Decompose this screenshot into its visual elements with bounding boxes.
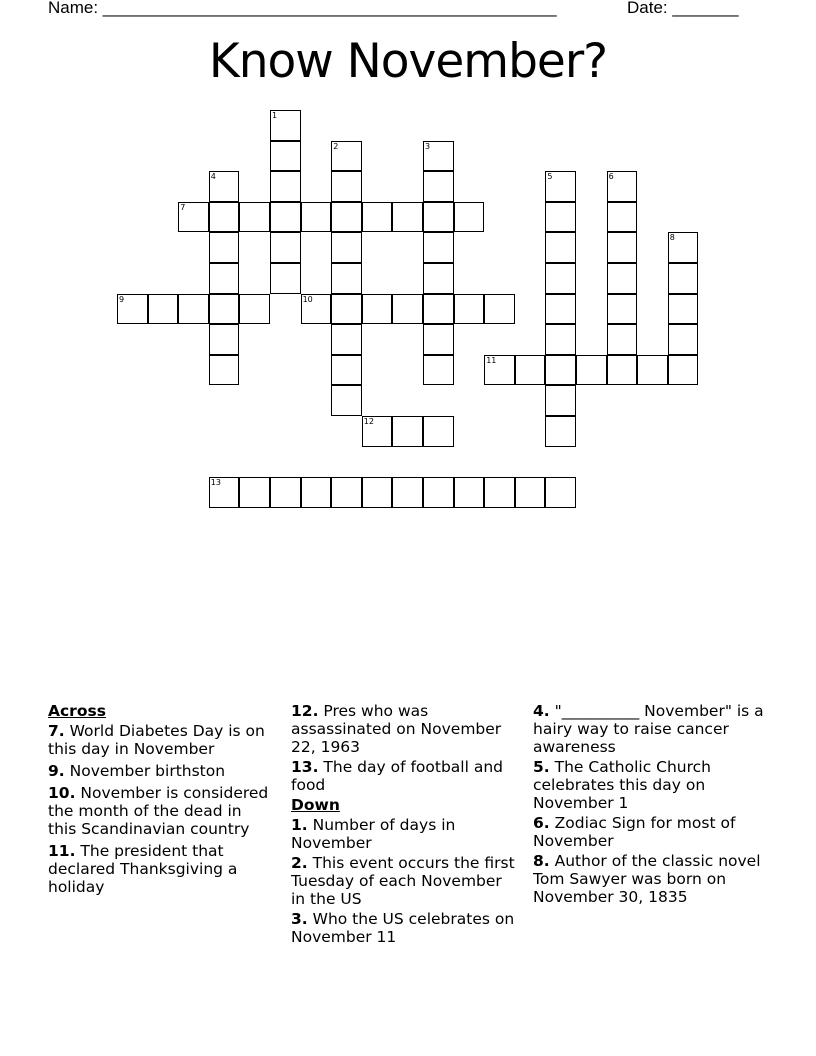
crossword-cell[interactable] — [270, 171, 301, 202]
clue-text: Who the US celebrates on November 11 — [291, 910, 515, 946]
clues-column-1 — [48, 702, 273, 900]
clue-down-6 — [533, 814, 773, 850]
clue-text: November is considered the month of the dead in this Scandinavian country — [48, 784, 269, 838]
crossword-cell[interactable] — [331, 171, 362, 202]
crossword-cell[interactable] — [545, 385, 576, 416]
clue-across-13 — [291, 758, 516, 794]
clue-text: World Diabetes Day is on this day in November — [48, 722, 265, 758]
crossword-cell[interactable] — [331, 385, 362, 416]
crossword-cell[interactable] — [423, 324, 454, 355]
crossword-cell[interactable] — [392, 294, 423, 325]
crossword-cell[interactable] — [209, 355, 240, 386]
crossword-cell[interactable] — [607, 232, 638, 263]
crossword-cell[interactable] — [454, 202, 485, 233]
crossword-cell[interactable] — [668, 263, 699, 294]
crossword-cell[interactable] — [668, 232, 699, 263]
crossword-cell[interactable] — [270, 263, 301, 294]
crossword-cell[interactable] — [270, 110, 301, 141]
clue-number: 7. — [48, 722, 65, 740]
clue-down-5 — [533, 758, 773, 812]
cell-number: 8 — [669, 233, 675, 243]
crossword-cell[interactable] — [545, 202, 576, 233]
clue-text: "__________ November" is a hairy way to raise cancer awareness — [533, 702, 764, 756]
clue-text: Zodiac Sign for most of November — [533, 814, 736, 850]
crossword-cell[interactable] — [607, 355, 638, 386]
crossword-cell[interactable] — [270, 477, 301, 508]
cell-number: 3 — [425, 141, 431, 151]
page-title: Know November? — [208, 34, 608, 89]
crossword-cell[interactable] — [484, 355, 515, 386]
across-heading: Across — [48, 702, 106, 720]
crossword-cell[interactable] — [392, 477, 423, 508]
crossword-cell[interactable] — [668, 355, 699, 386]
crossword-cell[interactable] — [331, 263, 362, 294]
cell-number: 4 — [210, 172, 216, 182]
clue-text: The president that declared Thanksgiving a holiday — [48, 842, 238, 896]
clue-text: The day of football and food — [291, 758, 504, 794]
down-heading: Down — [291, 796, 340, 814]
crossword-cell[interactable] — [331, 355, 362, 386]
crossword-cell[interactable] — [423, 171, 454, 202]
clue-number: 8. — [533, 852, 550, 870]
cell-number: 10 — [302, 294, 313, 304]
clue-number: 2. — [291, 854, 308, 872]
crossword-cell[interactable] — [270, 232, 301, 263]
crossword-cell[interactable] — [178, 294, 209, 325]
crossword-cell[interactable] — [209, 202, 240, 233]
crossword-cell[interactable] — [515, 355, 546, 386]
clue-down-4 — [533, 702, 773, 756]
crossword-cell[interactable] — [607, 263, 638, 294]
cell-number: 2 — [333, 141, 339, 151]
clue-down-3 — [291, 910, 516, 946]
crossword-cell[interactable] — [362, 294, 393, 325]
clue-across-10 — [48, 784, 273, 838]
cell-number: 11 — [486, 355, 497, 365]
clue-text: This event occurs the first Tuesday of each November in the US — [291, 854, 515, 908]
name-field[interactable]: Name: ________________________________________________ — [48, 0, 557, 17]
cell-number: 5 — [547, 172, 553, 182]
crossword-cell[interactable] — [423, 294, 454, 325]
crossword-cell[interactable] — [607, 324, 638, 355]
crossword-cell[interactable] — [607, 171, 638, 202]
clue-number: 12. — [291, 702, 319, 720]
crossword-cell[interactable] — [301, 202, 332, 233]
cell-number: 1 — [272, 111, 278, 120]
crossword-cell[interactable] — [392, 416, 423, 447]
crossword-cell[interactable] — [362, 416, 393, 447]
crossword-cell[interactable] — [423, 355, 454, 386]
crossword-cell[interactable] — [545, 355, 576, 386]
crossword-cell[interactable] — [209, 477, 240, 508]
crossword-cell[interactable] — [331, 141, 362, 172]
header — [48, 0, 739, 18]
crossword-cell[interactable] — [209, 294, 240, 325]
crossword-cell[interactable] — [423, 202, 454, 233]
crossword-cell[interactable] — [301, 477, 332, 508]
clue-across-12 — [291, 702, 516, 756]
clue-text: November birthston — [69, 762, 226, 780]
crossword-cell[interactable] — [607, 294, 638, 325]
crossword-cell[interactable] — [239, 294, 270, 325]
crossword-cell[interactable] — [301, 294, 332, 325]
clue-text: The Catholic Church celebrates this day on November 1 — [533, 758, 711, 812]
crossword-cell[interactable] — [331, 477, 362, 508]
crossword-cell[interactable] — [576, 355, 607, 386]
crossword-cell[interactable] — [423, 416, 454, 447]
crossword-cell[interactable] — [331, 202, 362, 233]
crossword-cell[interactable] — [423, 232, 454, 263]
crossword-cell[interactable] — [668, 324, 699, 355]
cell-number: 6 — [608, 172, 614, 182]
crossword-cell[interactable] — [392, 202, 423, 233]
clue-text: Pres who was assassinated on November 22, 1963 — [291, 702, 502, 756]
crossword-cell[interactable] — [239, 477, 270, 508]
cell-number: 9 — [119, 294, 125, 304]
clue-down-8 — [533, 852, 773, 906]
date-field[interactable]: Date: _______ — [627, 0, 739, 17]
crossword-cell[interactable] — [545, 477, 576, 508]
clue-number: 1. — [291, 816, 308, 834]
cell-number: 13 — [210, 478, 221, 488]
cell-number: 12 — [363, 417, 374, 426]
crossword-cell[interactable] — [545, 232, 576, 263]
crossword-cell[interactable] — [331, 324, 362, 355]
crossword-cell[interactable] — [454, 294, 485, 325]
clue-across-9 — [48, 762, 273, 780]
clue-number: 9. — [48, 762, 65, 780]
crossword-cell[interactable] — [331, 232, 362, 263]
crossword-cell[interactable] — [209, 171, 240, 202]
crossword-cell[interactable] — [545, 263, 576, 294]
clue-number: 6. — [533, 814, 550, 832]
crossword-cell[interactable] — [545, 171, 576, 202]
clues-column-3 — [533, 702, 773, 910]
crossword-cell[interactable] — [423, 477, 454, 508]
clue-text: Number of days in November — [291, 816, 456, 852]
clue-number: 10. — [48, 784, 76, 802]
crossword-cell[interactable] — [209, 232, 240, 263]
clues-column-2 — [291, 702, 516, 950]
crossword-cell[interactable] — [331, 294, 362, 325]
crossword-cell[interactable] — [270, 202, 301, 233]
cell-number: 7 — [180, 202, 186, 212]
clue-across-7 — [48, 722, 273, 758]
crossword-cell[interactable] — [148, 294, 179, 325]
clue-down-1 — [291, 816, 516, 852]
crossword-cell[interactable] — [209, 324, 240, 355]
clue-number: 4. — [533, 702, 550, 720]
crossword-cell[interactable] — [117, 294, 148, 325]
clue-text: Author of the classic novel Tom Sawyer was born on November 30, 1835 — [533, 852, 761, 906]
crossword-cell[interactable] — [637, 355, 668, 386]
clue-number: 3. — [291, 910, 308, 928]
crossword-cell[interactable] — [362, 477, 393, 508]
crossword-cell[interactable] — [423, 141, 454, 172]
clue-number: 13. — [291, 758, 319, 776]
clue-number: 11. — [48, 842, 76, 860]
clue-number: 5. — [533, 758, 550, 776]
crossword-cell[interactable] — [270, 141, 301, 172]
crossword-cell[interactable] — [362, 202, 393, 233]
crossword-cell[interactable] — [239, 202, 270, 233]
crossword-cell[interactable] — [178, 202, 209, 233]
crossword-cell[interactable] — [423, 263, 454, 294]
crossword-cell[interactable] — [454, 477, 485, 508]
crossword-cell[interactable] — [607, 202, 638, 233]
crossword-cell[interactable] — [545, 294, 576, 325]
crossword-cell[interactable] — [484, 294, 515, 325]
crossword-cell[interactable] — [668, 294, 699, 325]
clue-down-2 — [291, 854, 516, 908]
crossword-cell[interactable] — [545, 416, 576, 447]
crossword-cell[interactable] — [515, 477, 546, 508]
crossword-cell[interactable] — [545, 324, 576, 355]
crossword-cell[interactable] — [209, 263, 240, 294]
clue-across-11 — [48, 842, 273, 896]
crossword-cell[interactable] — [484, 477, 515, 508]
